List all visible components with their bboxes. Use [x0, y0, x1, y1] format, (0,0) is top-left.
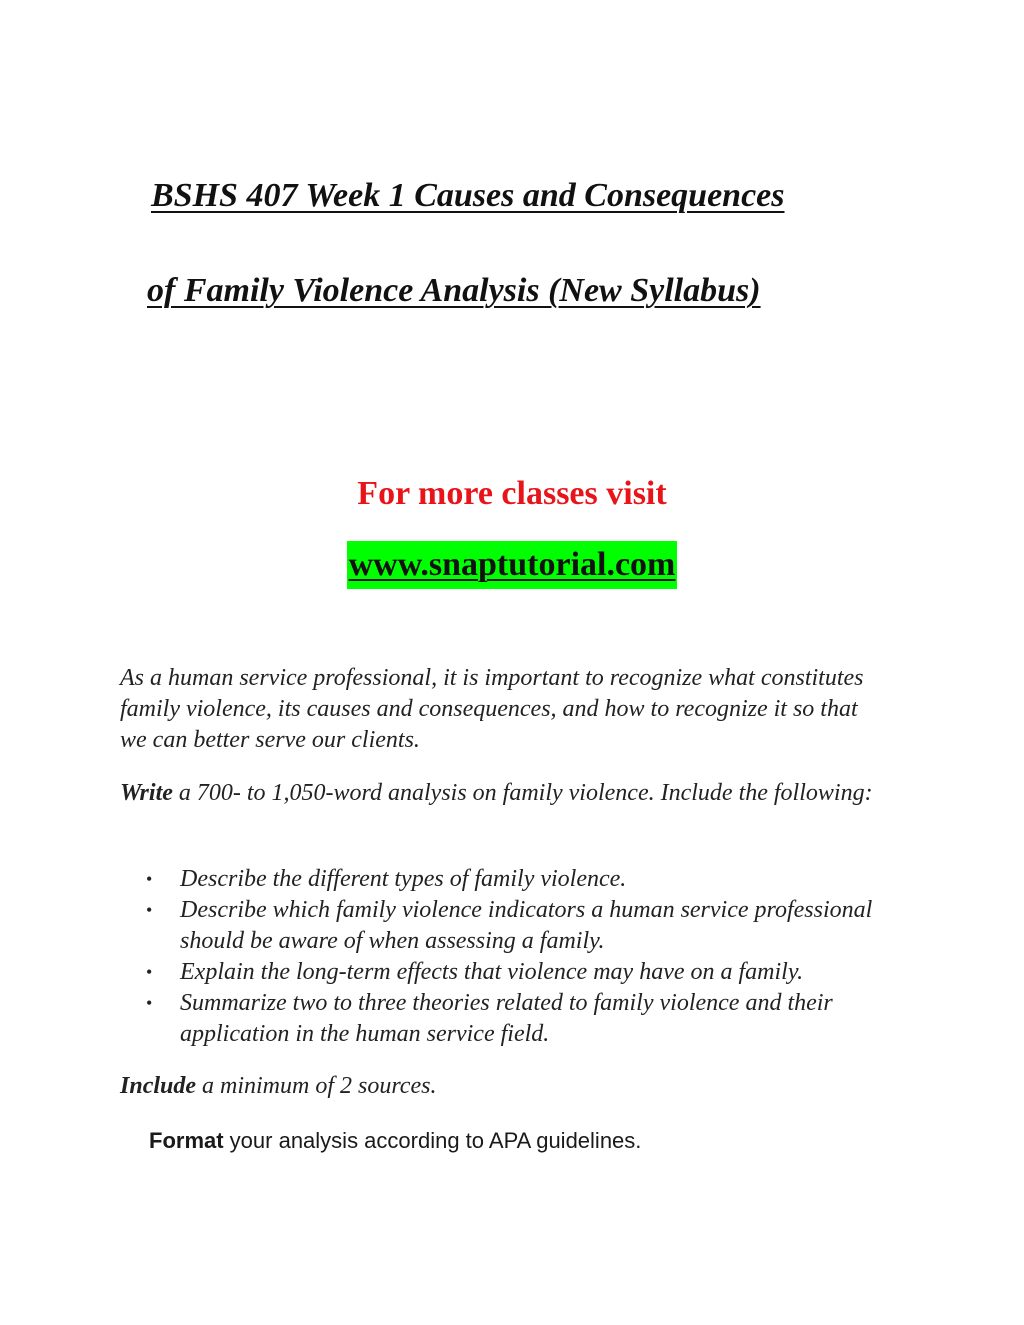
list-item: [146, 895, 886, 957]
bullet-icon: •: [146, 900, 153, 920]
bullet-icon: •: [146, 869, 153, 889]
bullet-icon: •: [146, 993, 153, 1013]
list-item-text: Describe the different types of family violence.: [180, 866, 627, 892]
format-paragraph: [149, 1126, 641, 1156]
promo-link[interactable]: www.snaptutorial.com: [347, 541, 678, 589]
list-item: [146, 864, 886, 895]
list-item: [146, 957, 886, 988]
format-lead: Format: [149, 1128, 224, 1153]
intro-paragraph: As a human service professional, it is important to recognize what constitutes family violence, its causes and consequences, and how to recognize it so that we can better serve our clients.: [120, 665, 864, 753]
document-title-line-2: of Family Violence Analysis (New Syllabus): [147, 272, 761, 309]
document-title-line-1: BSHS 407 Week 1 Causes and Consequences: [151, 177, 785, 214]
promo-link-container: [0, 541, 1024, 589]
list-item: [146, 988, 886, 1050]
list-item-text: Summarize two to three theories related to family violence and their application in the human service field.: [180, 990, 833, 1047]
requirements-list: [146, 864, 886, 1050]
write-lead: Write: [120, 780, 173, 806]
include-lead: Include: [120, 1073, 197, 1099]
list-item-text: Explain the long-term effects that violence may have on a family.: [180, 959, 804, 985]
list-item-text: Describe which family violence indicators a human service professional should be aware of when assessing a family.: [180, 897, 873, 954]
promo-text: For more classes visit: [357, 475, 667, 512]
write-paragraph: [120, 778, 880, 809]
include-rest: a minimum of 2 sources.: [196, 1073, 437, 1099]
bullet-icon: •: [146, 962, 153, 982]
write-rest: a 700- to 1,050-word analysis on family violence. Include the following:: [172, 780, 873, 806]
include-paragraph: [120, 1071, 880, 1102]
format-rest: your analysis according to APA guidelines.: [223, 1128, 642, 1153]
